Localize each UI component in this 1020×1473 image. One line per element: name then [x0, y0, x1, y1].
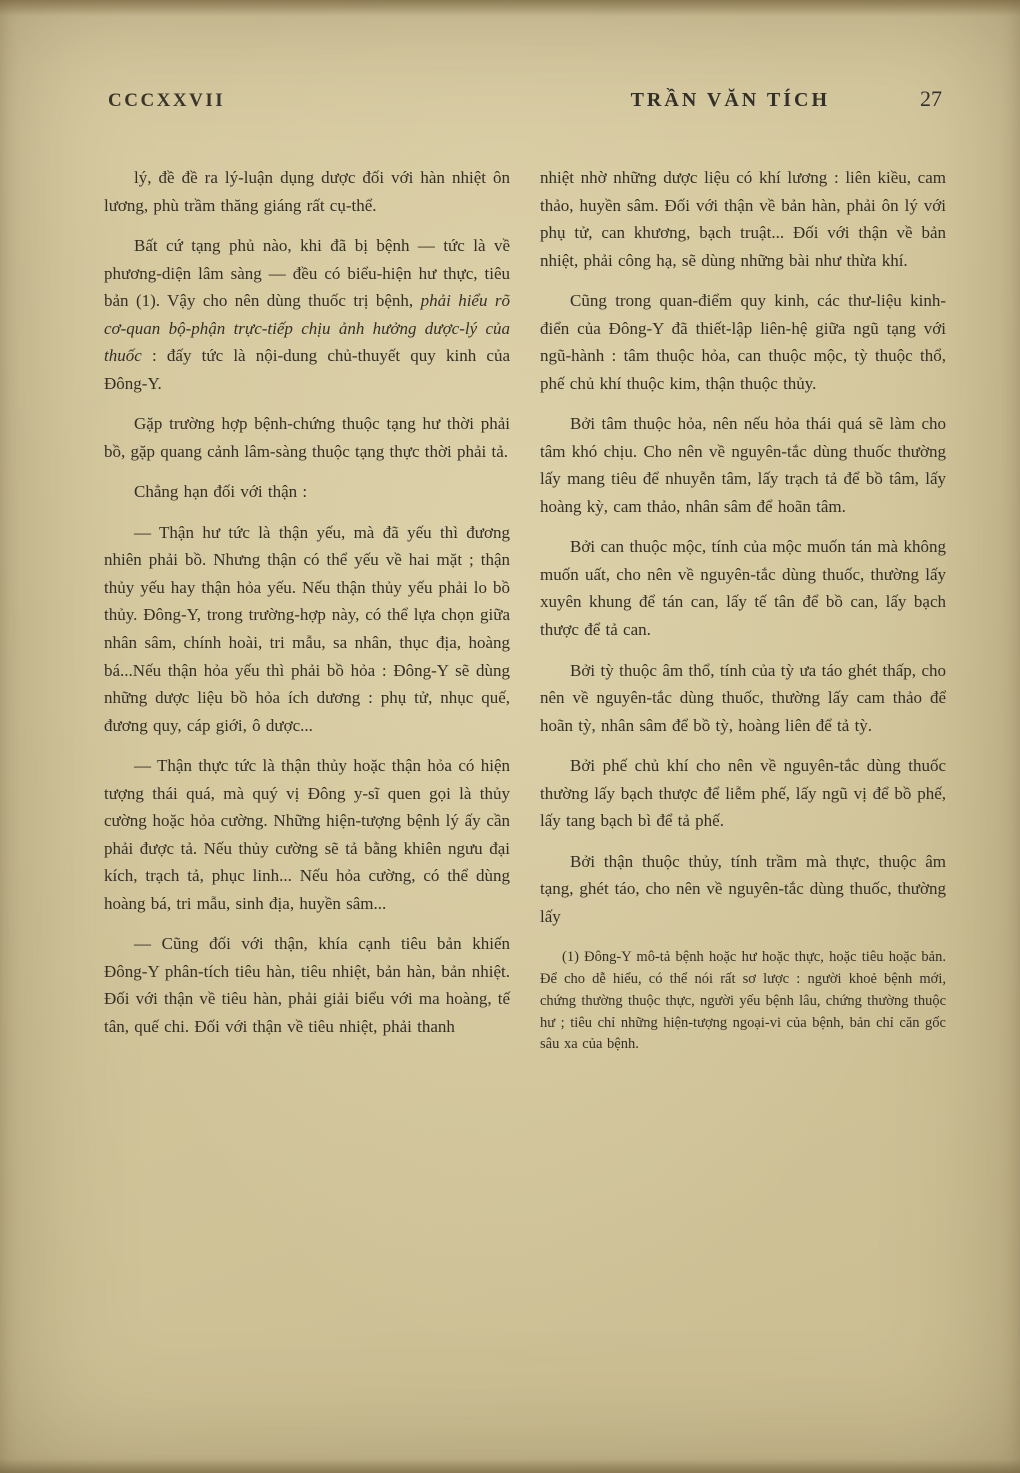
text-segment: (1) Đông-Y mô-tả bệnh hoặc hư hoặc thực, hoặc tiêu hoặc bản. Để cho dễ hiểu, có thể nói rất sơ lược : người khoẻ bệnh mới, chứng thường thuộc thực, người yếu bệnh lâu, chứng thường thuộc hư ; tiêu chỉ những hiện-tượng ngoại-vi của bệnh, bản chỉ căn gốc sâu xa của bệnh. — [540, 949, 946, 1053]
right-column-text — [540, 164, 946, 930]
text-segment: — Thận hư tức là thận yếu, mà đã yếu thì đương nhiên phải bồ. Nhưng thận có thể yếu về hai mặt ; thận thủy yếu hay thận hỏa yếu. Nếu thận thủy yếu phải lo bồ thủy. Đông-Y, trong trường-hợp này, có thể lựa chọn giữa nhân sâm, chính hoài, tri mẫu, sa nhân, thục địa, hoàng bá...Nếu thận hỏa yếu thì phải bồ hỏa : Đông-Y sẽ dùng những dược liệu bồ hỏa ích dương : phụ tử, nhục quế, đương quy, cáp giới, ô dược... — [104, 522, 510, 735]
folio-number: CCCXXVII — [108, 90, 226, 111]
paragraph — [540, 657, 946, 740]
paragraph — [104, 519, 510, 739]
right-column — [540, 164, 946, 1062]
text-segment: Gặp trường hợp bệnh-chứng thuộc tạng hư thời phải bồ, gặp quang cảnh lâm-sàng thuộc tạng thực thời phải tả. — [104, 414, 510, 461]
text-segment: Chẳng hạn đối với thận : — [134, 482, 308, 502]
text-segment: lý, đề đề ra lý-luận dụng dược đối với hàn nhiệt ôn lương, phù trầm thăng giáng rất cụ-thể. — [104, 168, 510, 215]
text-segment: Bởi thận thuộc thủy, tính trầm mà thực, thuộc âm tạng, ghét táo, cho nên về nguyên-tắc dùng thuốc, thường lấy — [540, 851, 946, 926]
text-segment: Bởi phế chủ khí cho nên về nguyên-tắc dùng thuốc thường lấy bạch thược để liễm phế, lấy ngũ vị để bồ phế, lấy tang bạch bì để tả phế. — [540, 756, 946, 831]
text-segment: : đấy tức là nội-dung chủ-thuyết quy kinh của Đông-Y. — [104, 346, 510, 393]
paragraph — [540, 533, 946, 643]
two-column-body — [0, 112, 1020, 1062]
text-segment: nhiệt nhờ những dược liệu có khí lương : liên kiều, cam thảo, huyền sâm. Đối với thận về bản hàn, phải ôn lý với phụ tử, can khương, bạch truật... Đối với thận về bản nhiệt, phải công hạ, sẽ dùng những bài như thừa khí. — [540, 168, 946, 270]
paragraph — [104, 164, 510, 219]
paragraph — [104, 410, 510, 465]
paragraph — [104, 232, 510, 397]
text-segment: Bởi can thuộc mộc, tính của mộc muốn tán mà không muốn uất, cho nên về nguyên-tắc dùng thuốc, thường lấy xuyên khung để tán can, lấy tế tân để bồ can, lấy bạch thược để tả can. — [540, 537, 946, 639]
text-segment: Cũng trong quan-điểm quy kinh, các thư-liệu kinh-điển của Đông-Y đã thiết-lập liên-hệ giữa ngũ tạng với ngũ-hành : tâm thuộc hỏa, can thuộc mộc, tỳ thuộc thổ, phế chủ khí thuộc kim, thận thuộc thủy. — [540, 291, 946, 393]
paragraph — [104, 930, 510, 1040]
text-segment: — Cũng đối với thận, khía cạnh tiêu bản khiến Đông-Y phân-tích tiêu hàn, tiêu nhiệt, bản hàn, bản nhiệt. Đối với thận về tiêu hàn, phải giải biểu với ma hoàng, tế tân, quế chi. Đối với thận về tiêu nhiệt, phải thanh — [104, 934, 510, 1036]
page-number: 27 — [920, 86, 942, 111]
paragraph — [540, 287, 946, 397]
footnote — [540, 946, 946, 1056]
text-segment: Bởi tỳ thuộc âm thổ, tính của tỳ ưa táo ghét thấp, cho nên về nguyên-tắc dùng thuốc, thường lấy cam thảo để hoãn tỳ, nhân sâm để bồ tỳ, hoàng liên để tả tỳ. — [540, 660, 946, 735]
paragraph — [104, 478, 510, 506]
paragraph — [540, 410, 946, 520]
paragraph — [104, 752, 510, 917]
text-segment: Bất cứ tạng phủ nào, khi đã bị bệnh — tức là về phương-diện lâm sàng — đều có biểu-hiện hư thực, tiêu bản (1). Vậy cho nên dùng thuốc trị bệnh, — [104, 236, 510, 311]
paragraph — [540, 164, 946, 274]
text-segment: Bởi tâm thuộc hỏa, nên nếu hỏa thái quá sẽ làm cho tâm khó chịu. Cho nên về nguyên-tắc dùng thuốc thường lấy mang tiêu để nhuyễn tâm, lấy trạch tả để bồ tâm, lấy hoàng kỳ, cam thảo, nhân sâm để hoãn tâm. — [540, 414, 946, 516]
running-title: TRẦN VĂN TÍCH — [630, 89, 830, 111]
left-column — [104, 164, 510, 1062]
italic-text-segment: phải hiểu rõ cơ-quan bộ-phận trực-tiếp chịu ảnh hưởng dược-lý của thuốc — [104, 291, 511, 366]
header-right — [631, 86, 942, 112]
paragraph — [540, 947, 946, 1056]
page-header — [0, 0, 1020, 112]
text-segment: — Thận thực tức là thận thủy hoặc thận hỏa có hiện tượng thái quá, mà quý vị Đông y-sĩ quen gọi là thủy cường hoặc hỏa cường. Những hiện-tượng bệnh lý ấy cần phải được tả. Nếu thủy cường sẽ tả bằng khiên ngưu đại kích, trạch tả, phục linh... Nếu hỏa cường, có thể dùng hoàng bá, tri mẫu, sinh địa, huyền sâm... — [104, 756, 510, 913]
paragraph — [540, 848, 946, 931]
paragraph — [540, 752, 946, 835]
